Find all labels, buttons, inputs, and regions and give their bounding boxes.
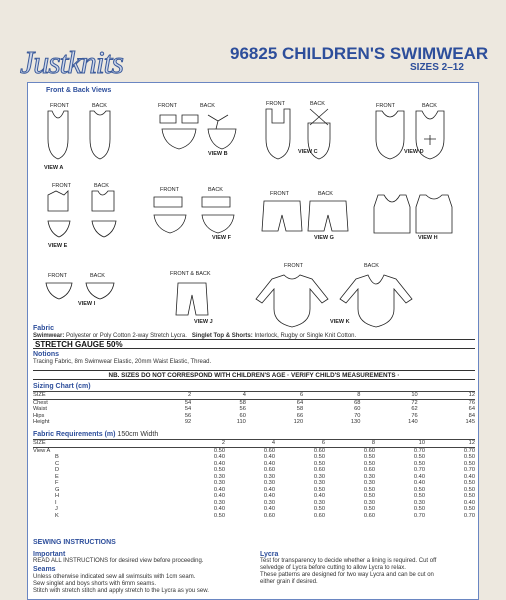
value-cell: 2: [187, 392, 192, 398]
instruction-panel: [27, 82, 479, 600]
value-cell: 110: [236, 419, 246, 425]
stretch-gauge-label: STRETCH GAUGE 50%: [35, 340, 123, 349]
fabric-requirements-table: [33, 440, 475, 519]
row-label-cell: I: [55, 499, 57, 506]
view-k-label: VIEW K: [330, 319, 350, 325]
value-cell: 0.70: [413, 467, 425, 473]
value-cell: 66: [296, 412, 304, 419]
size-range: SIZES 2–12: [410, 62, 464, 73]
value-cell: 0.30: [313, 499, 325, 506]
view-a-drawing: [48, 111, 110, 159]
swimwear-label: Swimwear:: [33, 333, 65, 339]
view-b-drawing: [160, 115, 236, 149]
stretch-gauge: [33, 339, 475, 349]
view-a-front-label: FRONT: [50, 103, 69, 109]
view-f-back-label: BACK: [208, 187, 223, 193]
view-h-label: VIEW H: [418, 235, 438, 241]
value-cell: 0.40: [463, 499, 475, 506]
sizing-chart-table: [33, 392, 475, 426]
singlet-label: Singlet Top & Shorts:: [191, 333, 253, 339]
table-row: [33, 399, 475, 406]
view-d-front-label: FRONT: [376, 103, 395, 109]
row-label-cell: Height: [33, 419, 50, 425]
view-e-front-label: FRONT: [52, 183, 71, 189]
value-cell: 56: [184, 412, 192, 419]
value-cell: 0.50: [463, 486, 475, 493]
value-cell: 0.40: [213, 460, 225, 467]
value-cell: 0.30: [213, 480, 225, 486]
view-e-drawing: [48, 191, 116, 237]
view-c-back-label: BACK: [310, 101, 325, 107]
view-i-front-label: FRONT: [48, 273, 67, 279]
pattern-title: 96825 CHILDREN'S SWIMWEAR: [230, 44, 489, 63]
lycra-heading: Lycra: [260, 551, 279, 558]
seams-line-3: Stitch with stretch stitch and apply stretch to the Lycra as you sew.: [33, 588, 209, 594]
header: [0, 0, 506, 82]
view-f-front-label: FRONT: [160, 187, 179, 193]
value-cell: 0.70: [413, 512, 425, 519]
sewing-heading: SEWING INSTRUCTIONS: [33, 539, 116, 546]
row-label-cell: SIZE: [33, 392, 46, 398]
value-cell: 0.30: [413, 499, 425, 506]
value-cell: 4: [242, 392, 246, 398]
value-cell: 120: [293, 419, 304, 425]
value-cell: 0.30: [263, 499, 275, 506]
value-cell: 0.50: [213, 512, 225, 519]
value-cell: 0.30: [263, 473, 275, 480]
row-label-cell: D: [55, 467, 60, 473]
value-cell: 0.60: [363, 467, 375, 473]
table-header-row: [33, 440, 475, 447]
value-cell: 0.50: [363, 454, 375, 460]
value-cell: 58: [239, 399, 246, 406]
value-cell: 6: [321, 440, 325, 446]
value-cell: 60: [239, 412, 246, 419]
value-cell: 12: [468, 440, 475, 446]
value-cell: 0.40: [263, 460, 275, 467]
value-cell: 0.70: [463, 467, 475, 473]
row-label-cell: F: [55, 480, 59, 486]
value-cell: 0.50: [413, 460, 425, 467]
view-f-drawing: [154, 197, 234, 233]
value-cell: 0.50: [363, 486, 375, 493]
row-label-cell: Hips: [33, 412, 45, 419]
value-cell: 0.50: [463, 454, 475, 460]
value-cell: 0.70: [463, 447, 475, 454]
value-cell: 0.60: [263, 512, 275, 519]
view-g-label: VIEW G: [314, 235, 334, 241]
row-label-cell: J: [55, 506, 58, 512]
value-cell: 0.40: [413, 473, 425, 480]
value-cell: 0.40: [313, 493, 325, 499]
view-d-back-label: BACK: [422, 103, 437, 109]
value-cell: 0.50: [313, 460, 325, 467]
view-g-drawing: [262, 201, 348, 231]
value-cell: 8: [357, 392, 361, 398]
value-cell: 140: [408, 419, 418, 425]
row-label-cell: View A: [33, 447, 51, 454]
value-cell: 0.50: [363, 493, 375, 499]
value-cell: 0.30: [263, 480, 275, 486]
value-cell: 0.50: [313, 506, 325, 512]
view-j-front-back-label: FRONT & BACK: [170, 271, 211, 277]
value-cell: 0.60: [313, 467, 325, 473]
view-b-back-label: BACK: [200, 103, 215, 109]
value-cell: 0.60: [313, 447, 325, 454]
singlet-text: Interlock, Rugby or Single Knit Cotton.: [254, 333, 357, 339]
value-cell: 72: [411, 399, 418, 406]
value-cell: 12: [468, 392, 475, 398]
value-cell: 0.40: [413, 480, 425, 486]
view-j-label: VIEW J: [194, 319, 213, 325]
table-row: [33, 419, 475, 426]
value-cell: 2: [221, 440, 225, 446]
value-cell: 0.50: [313, 486, 325, 493]
value-cell: 0.60: [363, 512, 375, 519]
value-cell: 0.50: [363, 506, 375, 512]
row-label-cell: C: [55, 460, 60, 467]
seams-line-2: Sew singlet and boys shorts with 6mm seams.: [33, 581, 157, 587]
sizing-chart-heading: Sizing Chart (cm): [33, 383, 91, 390]
value-cell: 62: [411, 406, 418, 412]
row-label-cell: Waist: [33, 406, 48, 412]
value-cell: 58: [296, 406, 304, 412]
view-j-drawing: [176, 283, 208, 315]
value-cell: 0.50: [313, 454, 325, 460]
view-a-label: VIEW A: [44, 165, 64, 171]
view-f-label: VIEW F: [212, 235, 231, 241]
view-b-front-label: FRONT: [158, 103, 177, 109]
important-text: READ ALL INSTRUCTIONS for desired view before proceeding.: [33, 558, 204, 564]
value-cell: 0.30: [313, 473, 325, 480]
brand-logo: Justknits: [20, 44, 123, 80]
value-cell: 0.40: [263, 486, 275, 493]
important-heading: Important: [33, 551, 66, 558]
table-row: [33, 447, 475, 454]
value-cell: 0.70: [413, 447, 425, 454]
table-header-row: [33, 392, 475, 399]
value-cell: 0.50: [363, 460, 375, 467]
lycra-line-1: Test for transparency to decide whether a lining is required. Cut off: [260, 558, 437, 564]
value-cell: 0.50: [413, 493, 425, 499]
fabric-requirements-heading: [33, 431, 158, 438]
row-label-cell: B: [55, 454, 59, 460]
view-k-back-label: BACK: [364, 263, 379, 269]
value-cell: 0.40: [263, 506, 275, 512]
row-label-cell: G: [55, 486, 60, 493]
value-cell: 60: [354, 406, 361, 412]
row-label-cell: H: [55, 493, 60, 499]
value-cell: 0.30: [363, 473, 375, 480]
value-cell: 8: [371, 440, 375, 446]
value-cell: 0.50: [213, 447, 225, 454]
value-cell: 0.40: [263, 493, 275, 499]
view-i-back-label: BACK: [90, 273, 105, 279]
value-cell: 0.60: [263, 447, 275, 454]
value-cell: 92: [184, 419, 192, 425]
seams-heading: Seams: [33, 566, 56, 573]
lycra-line-2: selvedge of Lycra before cutting to allow Lycra to relax.: [260, 565, 406, 571]
value-cell: 0.30: [363, 480, 375, 486]
view-g-back-label: BACK: [318, 191, 333, 197]
value-cell: 54: [184, 399, 192, 406]
lycra-line-3: These patterns are designed for two way Lycra and can be cut on: [260, 572, 434, 578]
value-cell: 0.50: [413, 506, 425, 512]
view-i-label: VIEW I: [78, 301, 96, 307]
value-cell: 0.40: [213, 493, 225, 499]
view-h-drawing: [374, 195, 452, 233]
swimwear-text: Polyester or Poly Cotton 2-way Stretch Lycra.: [66, 333, 187, 339]
size-note: NB. SIZES DO NOT CORRESPOND WITH CHILDREN'S AGE · VERIFY CHILD'S MEASUREMENTS ·: [33, 370, 475, 380]
value-cell: 4: [271, 440, 275, 446]
value-cell: 64: [468, 406, 475, 412]
value-cell: 0.30: [213, 473, 225, 480]
value-cell: 84: [468, 412, 475, 419]
value-cell: 0.30: [363, 499, 375, 506]
view-k-front-label: FRONT: [284, 263, 303, 269]
seams-line-1: Unless otherwise indicated sew all swimsuits with 1cm seam.: [33, 574, 196, 580]
row-label-cell: E: [55, 473, 59, 480]
row-label-cell: K: [55, 512, 59, 519]
value-cell: 64: [296, 399, 304, 406]
view-b-label: VIEW B: [208, 151, 228, 157]
value-cell: 0.50: [463, 480, 475, 486]
value-cell: 68: [354, 399, 361, 406]
value-cell: 0.40: [213, 486, 225, 493]
view-g-front-label: FRONT: [270, 191, 289, 197]
view-i-drawing: [46, 283, 114, 299]
value-cell: 76: [468, 399, 475, 406]
view-d-label: VIEW D: [404, 149, 424, 155]
row-label-cell: SIZE: [33, 440, 46, 446]
value-cell: 145: [465, 419, 475, 425]
value-cell: 0.60: [263, 467, 275, 473]
value-cell: 0.30: [213, 499, 225, 506]
view-c-front-label: FRONT: [266, 101, 285, 107]
value-cell: 76: [411, 412, 418, 419]
views-heading: Front & Back Views: [46, 87, 112, 94]
value-cell: 10: [418, 440, 425, 446]
value-cell: 0.50: [463, 493, 475, 499]
table-row: [33, 513, 475, 520]
value-cell: 10: [411, 392, 418, 398]
view-e-back-label: BACK: [94, 183, 109, 189]
view-e-label: VIEW E: [48, 243, 68, 249]
value-cell: 0.40: [213, 506, 225, 512]
value-cell: 56: [239, 406, 246, 412]
value-cell: 0.40: [263, 454, 275, 460]
notions-heading: Notions: [33, 351, 60, 358]
value-cell: 0.50: [413, 454, 425, 460]
notions-text: Tracing Fabric, 8m Swimwear Elastic, 20mm Waist Elastic, Thread.: [33, 359, 212, 365]
value-cell: 70: [354, 412, 361, 419]
value-cell: 0.50: [463, 460, 475, 467]
value-cell: 0.50: [213, 467, 225, 473]
value-cell: 130: [350, 419, 361, 425]
view-a-back-label: BACK: [92, 103, 107, 109]
fabric-requirements-title: Fabric Requirements (m): [33, 431, 116, 438]
value-cell: 0.50: [413, 486, 425, 493]
value-cell: 54: [184, 406, 192, 412]
lycra-line-4: either grain if desired.: [260, 579, 318, 585]
value-cell: 6: [299, 392, 304, 398]
value-cell: 0.50: [463, 506, 475, 512]
row-label-cell: Chest: [33, 399, 48, 406]
value-cell: 0.60: [313, 512, 325, 519]
value-cell: 0.40: [463, 473, 475, 480]
fabric-width-note: 150cm Width: [117, 431, 159, 438]
value-cell: 0.70: [463, 512, 475, 519]
fabric-heading: Fabric: [33, 325, 55, 332]
value-cell: 0.30: [313, 480, 325, 486]
view-c-label: VIEW C: [298, 149, 318, 155]
value-cell: 0.40: [213, 454, 225, 460]
value-cell: 0.60: [363, 447, 375, 454]
